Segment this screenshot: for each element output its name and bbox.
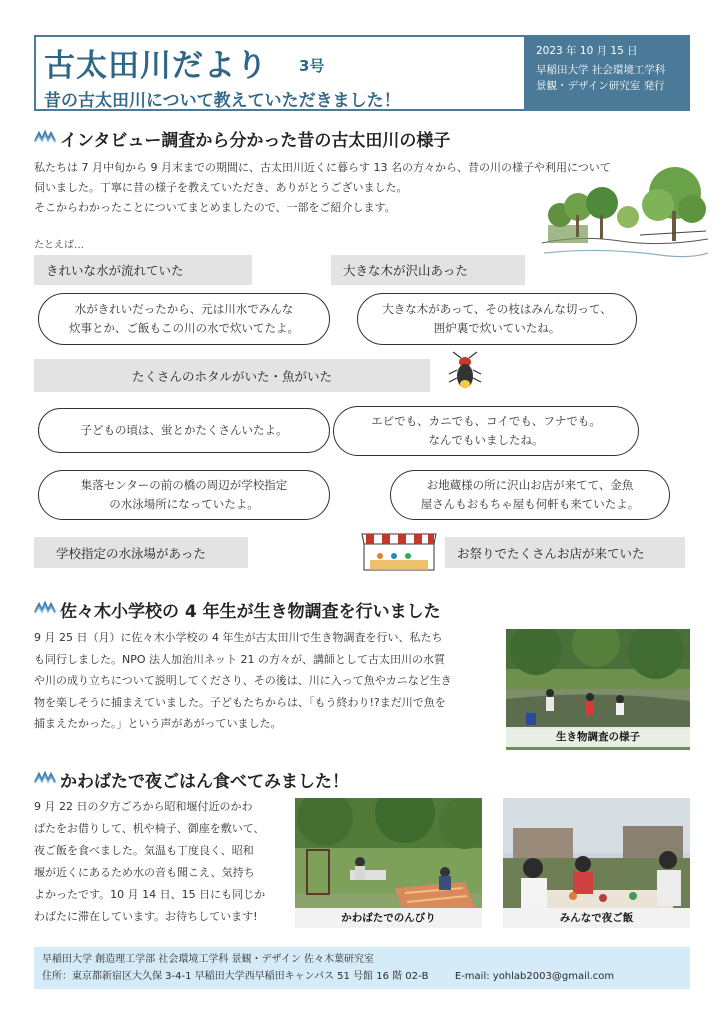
section-title-interview: インタビュー調査から分かった昔の古太田川の様子 [60,131,451,151]
riverside-dinner-text [34,796,290,928]
wave-icon [34,129,56,143]
quote-line: 集落センターの前の橋の周辺が学校指定 [80,478,288,492]
text-line: 捕まえたかった。」という声があがっていました。 [34,717,282,730]
address: 住所：東京都新宿区大久保 3-4-1 早稲田大学西早稲田キャンパス 51 号館 16 階 02-B [42,971,429,982]
intro-line: 私たちは 7 月中旬から 9 月末までの期間に、古太田川近くに暮らす 13 名の方々から、昔の川の様子や利用について [34,161,611,174]
tree-illustration [540,165,710,265]
topic-fireflies-fish: たくさんのホタルがいた・魚がいた [34,359,430,392]
text-line: 堰が近くにあるため水の音も聞こえ、気持ち [34,866,255,879]
creature-survey-text [34,627,494,735]
quote-line: 水がきれいだったから、元は川水でみんな [74,302,294,316]
quote-bubble-big-trees [357,293,637,345]
quote-bubble-shops [390,470,670,520]
quote-line: 炊事とか、ご飯もこの川の水で炊いてたよ。 [69,321,299,335]
quote-line: お地蔵様の所に沢山お店が来てて、金魚 [426,478,634,492]
section-title-creature-survey: 佐々木小学校の 4 年生が生き物調査を行いました [60,602,441,622]
topic-swimming-place: 学校指定の水泳場があった [34,537,248,568]
publication-info [526,35,690,111]
quote-bubble-clean-water [38,293,330,345]
section-title-riverside-dinner: かわばたで夜ごはん食べてみました！ [60,772,349,792]
intro-line: そこからわかったことについてまとめましたので、一部をご紹介します。 [34,201,396,214]
newsletter-title: 古太田川だより [44,48,268,84]
wave-icon [34,600,56,614]
text-line: や川の成り立ちについて説明してくださり、その後は、川に入って魚やカニなど生き [34,674,452,687]
quote-bubble-fish [333,406,639,456]
topic-clean-water: きれいな水が流れていた [34,255,252,285]
quote-bubble-swimming [38,470,330,520]
text-line: よかったです。10 月 14 日、15 日にも同じか [34,888,266,901]
quote-line: 屋さんもおもちゃ屋も何軒も来ていたよ。 [420,497,640,511]
topic-big-trees: 大きな木が沢山あった [331,255,525,285]
issue-number: 3号 [299,57,325,75]
text-line: 夜ご飯を食べました。気温も丁度良く、昭和 [34,844,254,857]
intro-line: 伺いました。丁寧に昔の様子を教えていただき、ありがとうございました。 [34,181,408,194]
publisher-line-1: 早稲田大学 社会環境工学科 [536,64,666,76]
example-label: たとえば… [34,240,84,251]
email: E-mail: yohlab2003@gmail.com [454,971,615,982]
newsletter-subtitle: 昔の古太田川について教えていただきました！ [44,91,401,111]
firefly-illustration [447,350,483,392]
riverside-relax-caption: かわばたでのんびり [295,908,482,928]
text-line: 物を楽しそうに捕まえていました。子どもたちからは、「もう終わり!?まだ川で魚を [34,695,446,709]
quote-line: なんでもいましたね。 [428,433,544,447]
text-line: わばたに滞在しています。お待ちしています! [34,910,258,923]
quote-line: の水泳場所になっていたよ。 [109,497,259,511]
quote-bubble-fireflies: 子どもの頃は、蛍とかたくさんいたよ。 [38,408,330,453]
creature-survey-caption: 生き物調査の様子 [506,727,690,747]
topic-festival-shops: お祭りでたくさんお店が来ていた [445,537,685,568]
text-line: も同行しました。NPO 法人加治川ネット 21 の方々が、講師として古太田川の水質 [34,652,446,666]
text-line: ばたをお借りして、机や椅子、御座を敷いて、 [34,822,265,835]
lab-name: 早稲田大学 創造理工学部 社会環境工学科 景観・デザイン 佐々木葉研究室 [42,954,375,965]
text-line: 9 月 25 日（月）に佐々木小学校の 4 年生が古太田川で生き物調査を行い、私たち [34,631,443,644]
wave-icon [34,770,56,784]
publisher-line-2: 景観・デザイン研究室 発行 [536,80,665,92]
quote-line: エビでも、カニでも、コイでも、フナでも。 [371,414,601,428]
text-line: 9 月 22 日の夕方ごろから昭和堰付近のかわ [34,800,253,813]
contact-footer [34,947,690,989]
quote-line: 大きな木があって、その枝はみんな切って、 [382,302,612,316]
dinner-caption: みんなで夜ご飯 [503,908,690,928]
address-line [42,968,682,985]
festival-stall-illustration [360,530,438,576]
publish-date: 2023 年 10 月 15 日 [536,45,638,57]
quote-line: 囲炉裏で炊いていたね。 [433,321,561,335]
